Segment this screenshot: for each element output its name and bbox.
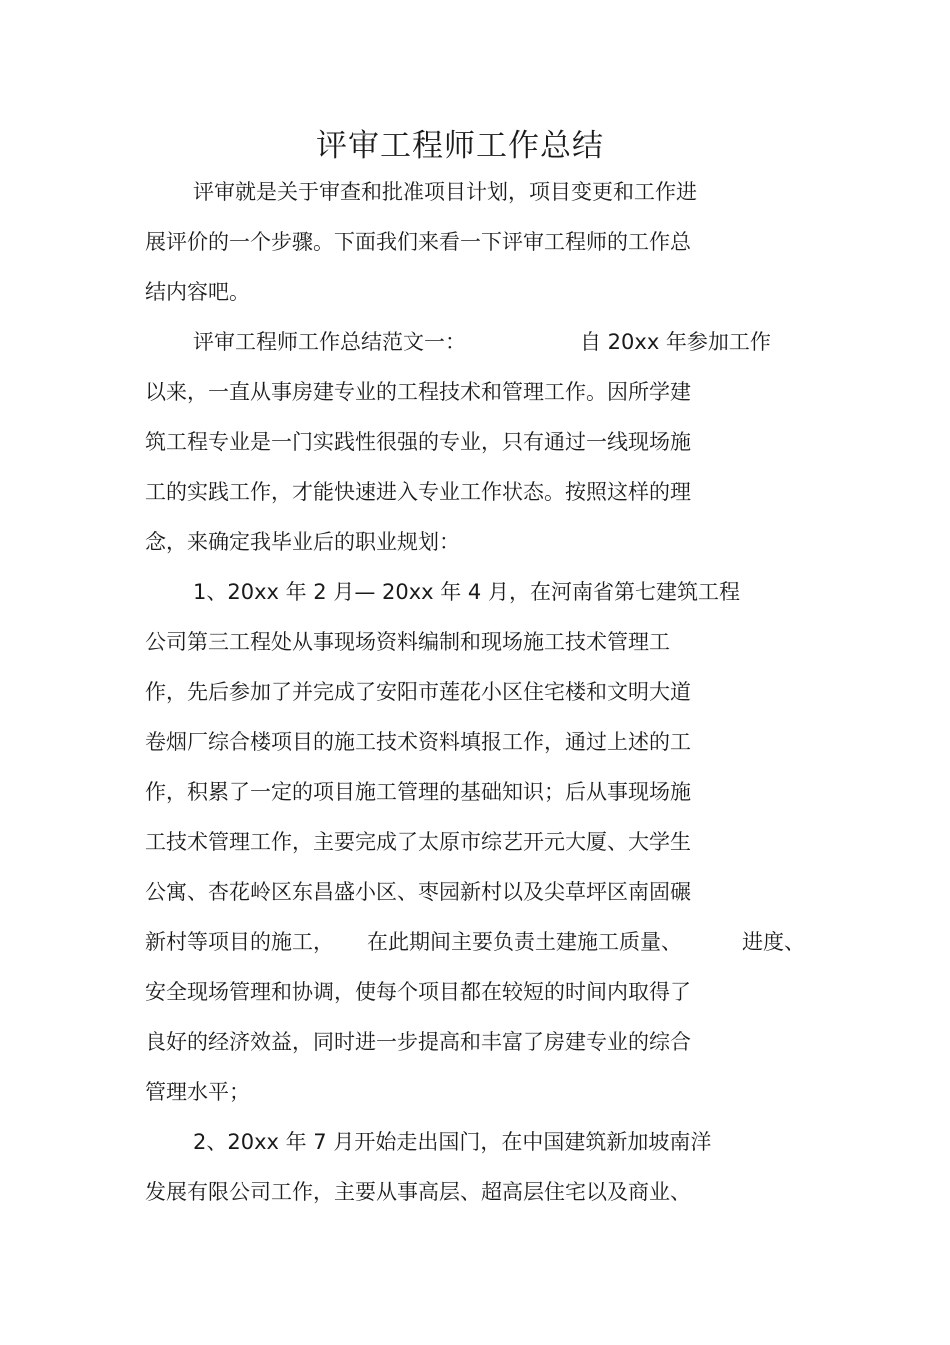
document-title: 评审工程师工作总结 bbox=[316, 128, 604, 164]
text-line: 自 20xx 年参加工作 bbox=[580, 330, 771, 354]
text-line: 管理水平； bbox=[145, 1080, 250, 1104]
text-line: 发展有限公司工作，主要从事高层、超高层住宅以及商业、 bbox=[145, 1180, 691, 1204]
text-line: 工技术管理工作，主要完成了太原市综艺开元大厦、大学生 bbox=[145, 830, 691, 854]
text-line: 良好的经济效益，同时进一步提高和丰富了房建专业的综合 bbox=[145, 1030, 691, 1054]
text-line: 展评价的一个步骤。下面我们来看一下评审工程师的工作总 bbox=[145, 230, 691, 254]
text-line: 念，来确定我毕业后的职业规划： bbox=[145, 530, 460, 554]
text-line: 公寓、杏花岭区东昌盛小区、枣园新村以及尖草坪区南固碾 bbox=[145, 880, 691, 904]
text-line: 1、20xx 年 2 月— 20xx 年 4 月，在河南省第七建筑工程 bbox=[193, 580, 740, 604]
text-line: 进度、 bbox=[742, 930, 805, 954]
text-line: 评审就是关于审查和批准项目计划，项目变更和工作进 bbox=[193, 180, 697, 204]
text-line: 筑工程专业是一门实践性很强的专业，只有通过一线现场施 bbox=[145, 430, 691, 454]
text-line: 公司第三工程处从事现场资料编制和现场施工技术管理工 bbox=[145, 630, 670, 654]
text-line: 新村等项目的施工， bbox=[145, 930, 334, 954]
text-line: 工的实践工作，才能快速进入专业工作状态。按照这样的理 bbox=[145, 480, 691, 504]
text-line: 作，先后参加了并完成了安阳市莲花小区住宅楼和文明大道 bbox=[145, 680, 691, 704]
text-line: 以来，一直从事房建专业的工程技术和管理工作。因所学建 bbox=[145, 380, 691, 404]
text-line: 2、20xx 年 7 月开始走出国门，在中国建筑新加坡南洋 bbox=[193, 1130, 712, 1154]
text-line: 作，积累了一定的项目施工管理的基础知识；后从事现场施 bbox=[145, 780, 691, 804]
text-line: 评审工程师工作总结范文一： bbox=[193, 330, 466, 354]
text-line: 安全现场管理和协调，使每个项目都在较短的时间内取得了 bbox=[145, 980, 691, 1004]
text-line: 在此期间主要负责土建施工质量、 bbox=[367, 930, 682, 954]
text-line: 卷烟厂综合楼项目的施工技术资料填报工作，通过上述的工 bbox=[145, 730, 691, 754]
text-line: 结内容吧。 bbox=[145, 280, 250, 304]
